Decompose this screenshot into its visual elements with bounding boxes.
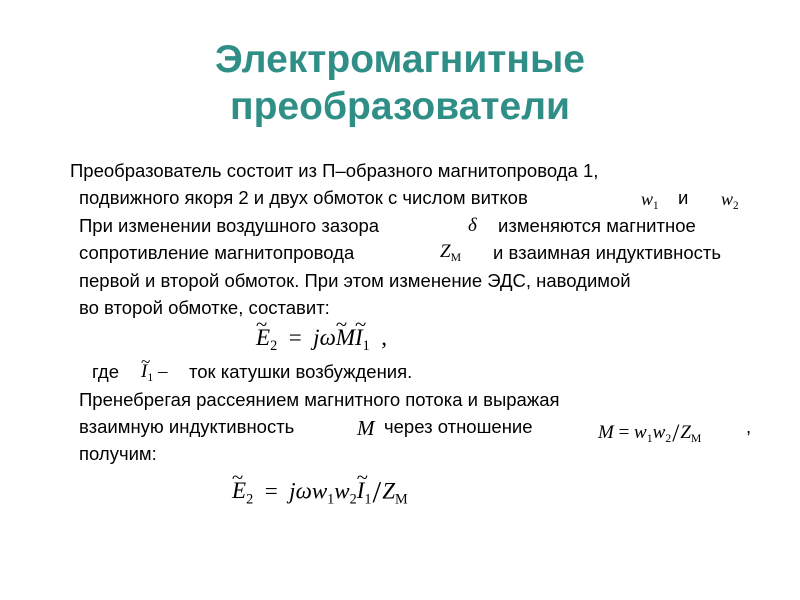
excitation-current-i1: ~ $I_1$ – (141, 362, 167, 384)
m-symbol: ~ M (336, 326, 355, 349)
body-line-9a: взаимную индуктивность (79, 416, 295, 437)
body-line-3b: изменяются магнитное (498, 215, 696, 236)
inductance-ratio: $M = w_1w_2/Z_M$ (598, 418, 702, 447)
body-line-4a: сопротивление магнитопровода (79, 242, 355, 263)
equation-emf-1: ~ $E_2$ = jω~ M~ $I_1$ , (256, 326, 387, 353)
i1-symbol: ~ I (355, 326, 363, 349)
body-line-9b: через отношение (384, 416, 533, 437)
body-line-4b: и взаимная индуктивность (493, 242, 721, 263)
turns-w2: $w_2$ (721, 189, 739, 212)
where-label: где (92, 361, 120, 382)
body-line-6: во второй обмотке, составит: (79, 297, 330, 318)
title-line-1: Электромагнитные (215, 38, 585, 81)
air-gap-delta: δ (468, 215, 477, 236)
where-text: ток катушки возбуждения. (189, 361, 413, 382)
body-line-1: Преобразователь состоит из П–образного магнитопровода 1, (70, 160, 599, 181)
mutual-inductance-m: M (357, 416, 375, 440)
body-line-5: первой и второй обмоток. При этом изменение ЭДС, наводимой (79, 270, 631, 291)
body-line-3a: При изменении воздушного зазора (79, 215, 380, 236)
body-line-2-and: и (678, 187, 689, 208)
body-line-2: подвижного якоря 2 и двух обмоток с числом витков (79, 187, 528, 208)
body-line-10: получим: (79, 443, 157, 464)
turns-w1: $w_1$ (641, 189, 659, 212)
e2-symbol: ~ E (256, 326, 270, 349)
title-line-2: преобразователи (230, 85, 570, 128)
slide-title (0, 36, 800, 130)
reluctance-zm: $Z_M$ (440, 241, 462, 265)
equation-emf-2: ~ $E_2$ = $j\omega w_1w_2\sim$ $I_1/Z_M$ (232, 476, 408, 507)
body-line-9-comma: , (746, 416, 752, 437)
body-line-8: Пренебрегая рассеянием магнитного потока и выражая (79, 389, 560, 410)
